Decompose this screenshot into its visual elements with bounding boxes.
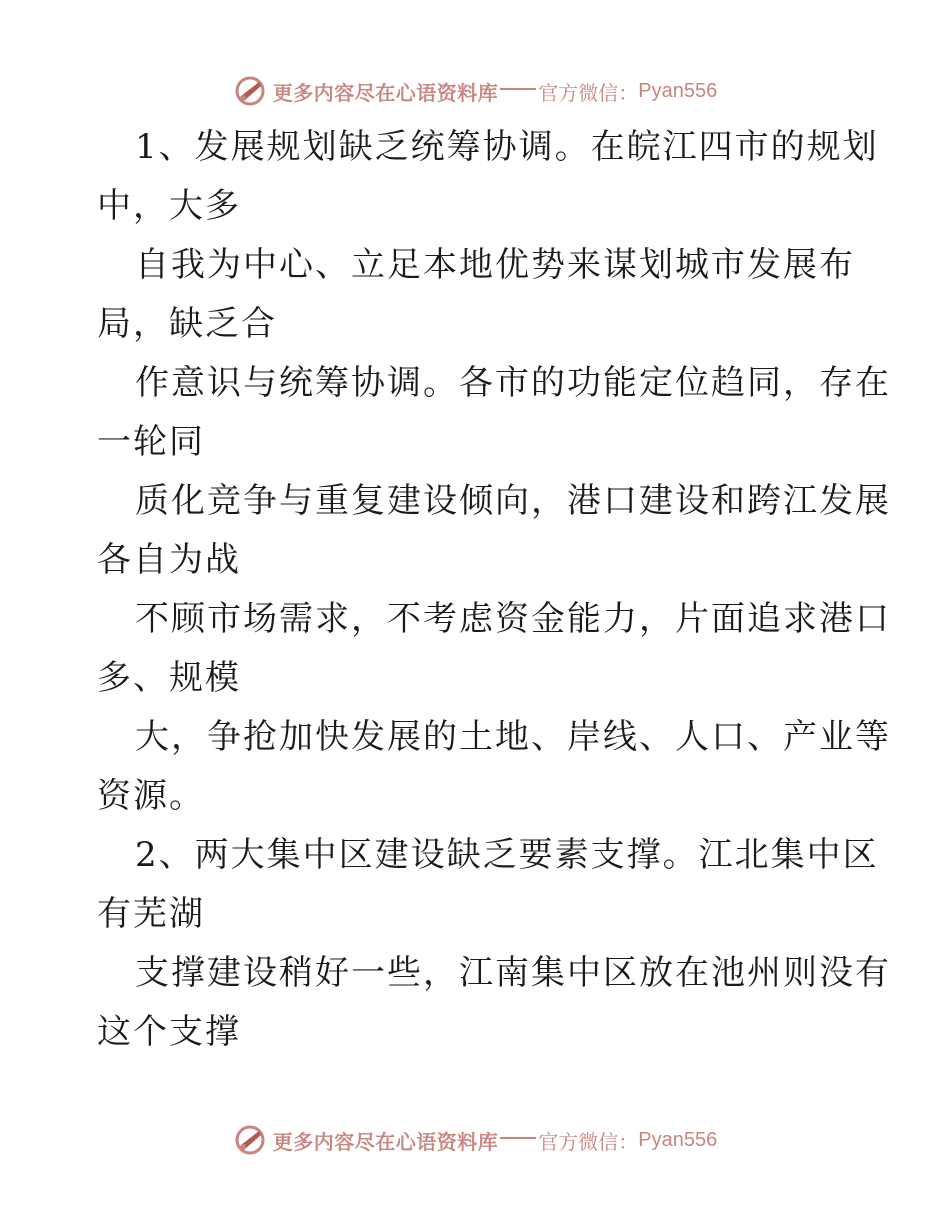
wechat-id: Pyan556 bbox=[638, 1128, 718, 1151]
banner-dash bbox=[500, 1137, 536, 1139]
text-line: 2、两大集中区建设缺乏要素支撑。江北集中区 bbox=[135, 835, 879, 875]
brand-logo-icon bbox=[233, 1123, 267, 1157]
text-line: 支撑建设稍好一些，江南集中区放在池州则没有 bbox=[135, 953, 891, 993]
wechat-label: 官方微信： bbox=[538, 1129, 639, 1154]
text-line: 自我为中心、立足本地优势来谋划城市发展布 bbox=[135, 245, 855, 285]
brand-text: 更多内容尽在心语资料库 bbox=[272, 80, 499, 105]
wechat-id: Pyan556 bbox=[638, 79, 718, 102]
text-line: 有芜湖 bbox=[97, 894, 205, 934]
text-line: 中，大多 bbox=[97, 186, 241, 226]
text-line: 1、发展规划缺乏统筹协调。在皖江四市的规划 bbox=[135, 127, 879, 167]
text-line: 不顾市场需求，不考虑资金能力，片面追求港口 bbox=[135, 599, 891, 639]
document-body bbox=[97, 118, 891, 1062]
brand-text: 更多内容尽在心语资料库 bbox=[272, 1129, 499, 1154]
text-line: 这个支撑 bbox=[97, 1012, 241, 1052]
text-line: 作意识与统筹协调。各市的功能定位趋同，存在 bbox=[135, 363, 891, 403]
text-line: 多、规模 bbox=[97, 658, 241, 698]
wechat-label: 官方微信： bbox=[538, 80, 639, 105]
footer-watermark bbox=[0, 1120, 950, 1160]
text-line: 质化竞争与重复建设倾向，港口建设和跨江发展 bbox=[135, 481, 891, 521]
text-line: 局，缺乏合 bbox=[97, 304, 277, 344]
text-line: 一轮同 bbox=[97, 422, 205, 462]
header-watermark bbox=[0, 71, 950, 111]
text-line: 资源。 bbox=[97, 776, 205, 816]
text-line: 大，争抢加快发展的土地、岸线、人口、产业等 bbox=[135, 717, 891, 757]
banner-dash bbox=[500, 88, 536, 90]
brand-logo-icon bbox=[233, 74, 267, 108]
text-line: 各自为战 bbox=[97, 540, 241, 580]
